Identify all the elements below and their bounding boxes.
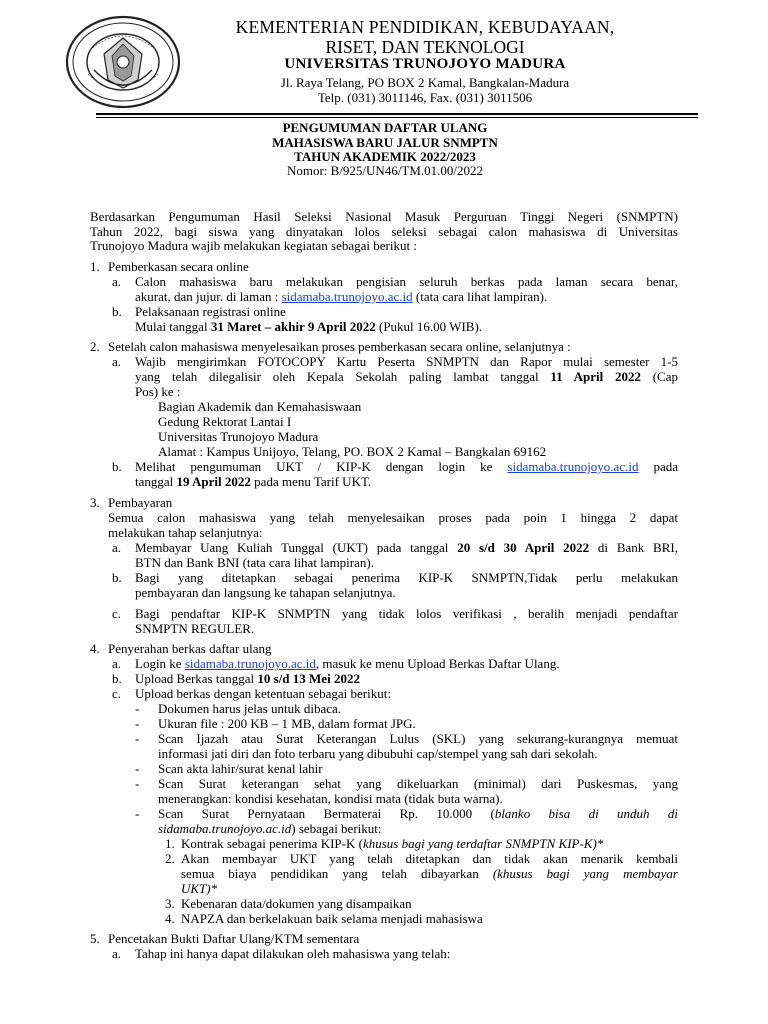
item-text: Pos) ke : — [135, 384, 181, 399]
numbered-marker: 4. — [165, 911, 175, 926]
section-title: Pencetakan Bukti Daftar Ulang/KTM sementara — [108, 931, 360, 946]
item-text: Membayar Uang Kuliah Tunggal (UKT) pada tanggal 20 s/d 30 April 2022 di Bank BRI, — [135, 540, 678, 555]
announcement-title-line2: MAHASISWA BARU JALUR SNMPTN — [272, 135, 498, 150]
item-text: tanggal 19 April 2022 pada menu Tarif UKT. — [135, 474, 372, 489]
requirement-text: menerangkan: kondisi kesehatan, kondisi mata (tidak buta warna). — [158, 791, 503, 806]
statement-item: NAPZA dan berkelakuan baik selama menjadi mahasiswa — [181, 911, 483, 926]
requirement-text: Scan Surat keterangan sehat yang dikeluarkan (minimal) dari Puskesmas, yang — [158, 776, 678, 791]
statement-item: UKT)* — [181, 881, 218, 896]
university-logo-icon — [64, 14, 182, 110]
requirement-text: Scan akta lahir/surat kenal lahir — [158, 761, 323, 776]
item-marker: b. — [112, 570, 122, 585]
numbered-marker: 2. — [165, 851, 175, 866]
item-text: Bagi pendaftar KIP-K SNMPTN yang tidak lolos verifikasi , beralih menjadi pendaftar — [135, 606, 678, 621]
section-title: Pemberkasan secara online — [108, 259, 249, 274]
item-text: yang telah dilegalisir oleh Kepala Sekolah paling lambat tanggal 11 April 2022 (Cap — [135, 369, 678, 384]
item-text: Wajib mengirimkan FOTOCOPY Kartu Peserta SNMPTN dan Rapor mulai semester 1-5 — [135, 354, 678, 369]
dash-marker: - — [135, 701, 140, 716]
item-marker: a. — [112, 540, 122, 555]
numbered-marker: 1. — [165, 836, 175, 851]
letterhead-divider-thick — [96, 113, 698, 115]
section-number: 5. — [90, 931, 100, 946]
item-marker: c. — [112, 686, 122, 701]
numbered-marker: 3. — [165, 896, 175, 911]
item-text: Bagi yang ditetapkan sebagai penerima KIP-K SNMPTN,Tidak perlu melakukan — [135, 570, 678, 585]
dash-marker: - — [135, 716, 140, 731]
mailing-address-line: Universitas Trunojoyo Madura — [158, 429, 319, 444]
announcement-number: Nomor: B/925/UN46/TM.01.00/2022 — [286, 163, 484, 178]
letterhead-divider-thin — [96, 117, 698, 118]
dash-marker: - — [135, 761, 140, 776]
dash-marker: - — [135, 731, 140, 746]
item-text: akurat, dan jujur. di laman : sidamaba.trunojoyo.ac.id (tata cara lihat lampiran). — [135, 289, 548, 304]
section-number: 2. — [90, 339, 100, 354]
section-number: 1. — [90, 259, 100, 274]
section-title: Pembayaran — [108, 495, 173, 510]
university-name: UNIVERSITAS TRUNOJOYO MADURA — [284, 56, 566, 72]
sidamaba-link[interactable]: sidamaba.trunojoyo.ac.id — [184, 656, 316, 671]
dash-marker: - — [135, 776, 140, 791]
item-text: Login ke sidamaba.trunojoyo.ac.id, masuk ke menu Upload Berkas Daftar Ulang. — [135, 656, 560, 671]
requirement-text: Ukuran file : 200 KB – 1 MB, dalam format JPG. — [158, 716, 416, 731]
section-number: 3. — [90, 495, 100, 510]
mailing-address-line: Alamat : Kampus Unijoyo, Telang, PO. BOX 2 Kamal – Bangkalan 69162 — [158, 444, 547, 459]
item-text: Pelaksanaan registrasi online — [135, 304, 286, 319]
requirement-text: sidamaba.trunojoyo.ac.id) sebagai berikut: — [158, 821, 382, 836]
mailing-address-line: Gedung Rektorat Lantai I — [158, 414, 292, 429]
ministry-name-line1: KEMENTERIAN PENDIDIKAN, KEBUDAYAAN, — [235, 17, 615, 37]
item-marker: a. — [112, 354, 122, 369]
announcement-title-line3: TAHUN AKADEMIK 2022/2023 — [294, 149, 476, 164]
ministry-name-line2: RISET, DAN TEKNOLOGI — [325, 37, 525, 57]
item-text: Mulai tanggal 31 Maret – akhir 9 April 2022 (Pukul 16.00 WIB). — [135, 319, 483, 334]
paragraph-line: melakukan tahap selanjutnya: — [108, 525, 263, 540]
item-text: SNMPTN REGULER. — [135, 621, 255, 636]
announcement-title-line1: PENGUMUMAN DAFTAR ULANG — [282, 120, 488, 135]
paragraph-line: Semua calon mahasiswa yang telah menyelesaikan proses pada poin 1 hingga 2 dapat — [108, 510, 678, 525]
statement-item: Kebenaran data/dokumen yang disampaikan — [181, 896, 412, 911]
item-text: Upload berkas dengan ketentuan sebagai berikut: — [135, 686, 391, 701]
item-marker: b. — [112, 671, 122, 686]
requirement-text: Dokumen harus jelas untuk dibaca. — [158, 701, 342, 716]
sidamaba-link[interactable]: sidamaba.trunojoyo.ac.id — [507, 459, 639, 474]
statement-item: semua biaya pendidikan yang telah dibayarkan (khusus bagi yang membayar — [181, 866, 678, 881]
item-text: Upload Berkas tanggal 10 s/d 13 Mei 2022 — [135, 671, 360, 686]
item-marker: a. — [112, 656, 122, 671]
university-phone: Telp. (031) 3011146, Fax. (031) 3011506 — [317, 90, 533, 105]
requirement-text: Scan Ijazah atau Surat Keterangan Lulus (SKL) yang sekurang-kurangnya memuat — [158, 731, 678, 746]
item-marker: c. — [112, 606, 122, 621]
university-address: Jl. Raya Telang, PO BOX 2 Kamal, Bangkalan-Madura — [280, 75, 570, 90]
item-marker: b. — [112, 459, 122, 474]
sidamaba-link[interactable]: sidamaba.trunojoyo.ac.id — [281, 289, 413, 304]
item-text: Tahap ini hanya dapat dilakukan oleh mahasiswa yang telah: — [135, 946, 451, 961]
section-title: Setelah calon mahasiswa menyelesaikan proses pemberkasan secara online, selanjutnya : — [108, 339, 571, 354]
intro-line: Berdasarkan Pengumuman Hasil Seleksi Nasional Masuk Perguruan Tinggi Negeri (SNMPTN) — [90, 209, 678, 224]
requirement-text: informasi jati diri dan foto terbaru yang dibubuhi cap/stempel yang sah dari sekolah. — [158, 746, 598, 761]
section-title: Penyerahan berkas daftar ulang — [108, 641, 272, 656]
intro-line: Tahun 2022, bagi siswa yang dinyatakan lolos seleksi sebagai calon mahasiswa di Universitas — [90, 224, 678, 239]
item-text: Melihat pengumuman UKT / KIP-K dengan login ke sidamaba.trunojoyo.ac.id pada — [135, 459, 678, 474]
item-marker: b. — [112, 304, 122, 319]
mailing-address-line: Bagian Akademik dan Kemahasiswaan — [158, 399, 362, 414]
item-marker: a. — [112, 946, 122, 961]
requirement-text: Scan Surat Pernyataan Bermaterai Rp. 10.000 (blanko bisa di unduh di — [158, 806, 678, 821]
section-number: 4. — [90, 641, 100, 656]
item-marker: a. — [112, 274, 122, 289]
statement-item: Akan membayar UKT yang telah ditetapkan dan tidak akan menarik kembali — [181, 851, 678, 866]
item-text: pembayaran dan langsung ke tahapan selanjutnya. — [135, 585, 396, 600]
item-text: Calon mahasiswa baru melakukan pengisian seluruh berkas pada laman secara benar, — [135, 274, 678, 289]
dash-marker: - — [135, 806, 140, 821]
item-text: BTN dan Bank BNI (tata cara lihat lampiran). — [135, 555, 374, 570]
intro-line: Trunojoyo Madura wajib melakukan kegiatan sebagai berikut : — [90, 238, 417, 253]
statement-item: Kontrak sebagai penerima KIP-K (khusus bagi yang terdaftar SNMPTN KIP-K)* — [181, 836, 604, 851]
